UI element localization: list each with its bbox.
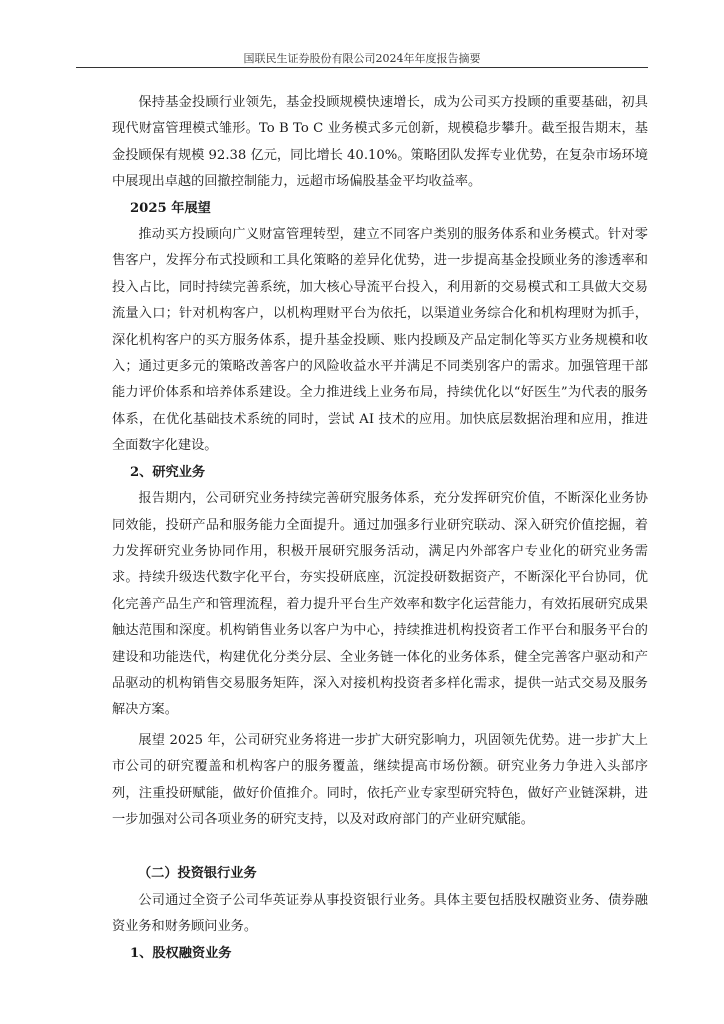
document-body: [112, 90, 648, 967]
paragraph-investment-banking: 公司通过全资子公司华英证券从事投资银行业务。具体主要包括股权融资业务、债券融资业务和财务顾问业务。: [112, 892, 648, 935]
heading-equity-financing: 1、股权融资业务: [130, 945, 232, 961]
heading-research-business: 2、研究业务: [130, 464, 206, 480]
paragraph-fund-advisory: 保持基金投顾行业领先，基金投顾规模快速增长，成为公司买方投顾的重要基础，初具现代财富管理模式雏形。To B To C 业务模式多元创新，规模稳步攀升。截至报告期末，基金投顾保有规模 92.38 亿元，同比增长 40.10%。策略团队发挥专业优势，在复杂市场环境中展现出卓越的回撤控制能力，远超市场偏股基金平均收益率。: [112, 95, 648, 190]
page-header: 国联民生证券股份有限公司2024年年度报告摘要: [243, 52, 481, 65]
header-divider: [76, 67, 648, 68]
heading-2025-outlook: 2025 年展望: [130, 200, 211, 216]
paragraph-research-outlook: 展望 2025 年，公司研究业务将进一步扩大研究影响力，巩固领先优势。进一步扩大上市公司的研究覆盖和机构客户的服务覆盖，继续提高市场份额。研究业务力争进入头部序列，注重投研赋能，做好价值推介。同时，依托产业专家型研究特色，做好产业链深耕，进一步加强对公司各项业务的研究支持，以及对政府部门的产业研究赋能。: [112, 732, 648, 827]
paragraph-research-review: 报告期内，公司研究业务持续完善研究服务体系，充分发挥研究价值，不断深化业务协同效能，投研产品和服务能力全面提升。通过加强多行业研究联动、深入研究价值挖掘，着力发挥研究业务协同作用，积极开展研究服务活动，满足内外部客户专业化的研究业务需求。持续升级迭代数字化平台，夯实投研底座，沉淀投研数据资产，不断深化平台协同，优化完善产品生产和管理流程，着力提升平台生产效率和数字化运营能力，有效拓展研究成果触达范围和深度。机构销售业务以客户为中心，持续推进机构投资者工作平台和服务平台的建设和功能迭代，构建优化分类分层、全业务链一体化的业务体系，健全完善客户驱动和产品驱动的机构销售交易服务矩阵，深入对接机构投资者多样化需求，提供一站式交易及服务解决方案。: [112, 491, 648, 718]
heading-investment-banking: （二）投资银行业务: [138, 866, 257, 882]
paragraph-outlook: 推动买方投顾向广义财富管理转型，建立不同客户类别的服务体系和业务模式。针对零售客户，发挥分布式投顾和工具化策略的差异化优势，进一步提高基金投顾业务的渗透率和投入占比，同时持续完善系统，加大核心导流平台投入，利用新的交易模式和工具做大交易流量入口；针对机构客户，以机构理财平台为依托，以渠道业务综合化和机构理财为抓手，深化机构客户的买方服务体系，提升基金投顾、账内投顾及产品定制化等买方业务规模和收入；通过更多元的策略改善客户的风险收益水平并满足不同类别客户的需求。加强管理干部能力评价体系和培养体系建设。全力推进线上业务布局，持续优化以“好医生”为代表的服务体系，在优化基础技术系统的同时，尝试 AI 技术的应用。加快底层数据治理和应用，推进全面数字化建设。: [112, 227, 648, 454]
